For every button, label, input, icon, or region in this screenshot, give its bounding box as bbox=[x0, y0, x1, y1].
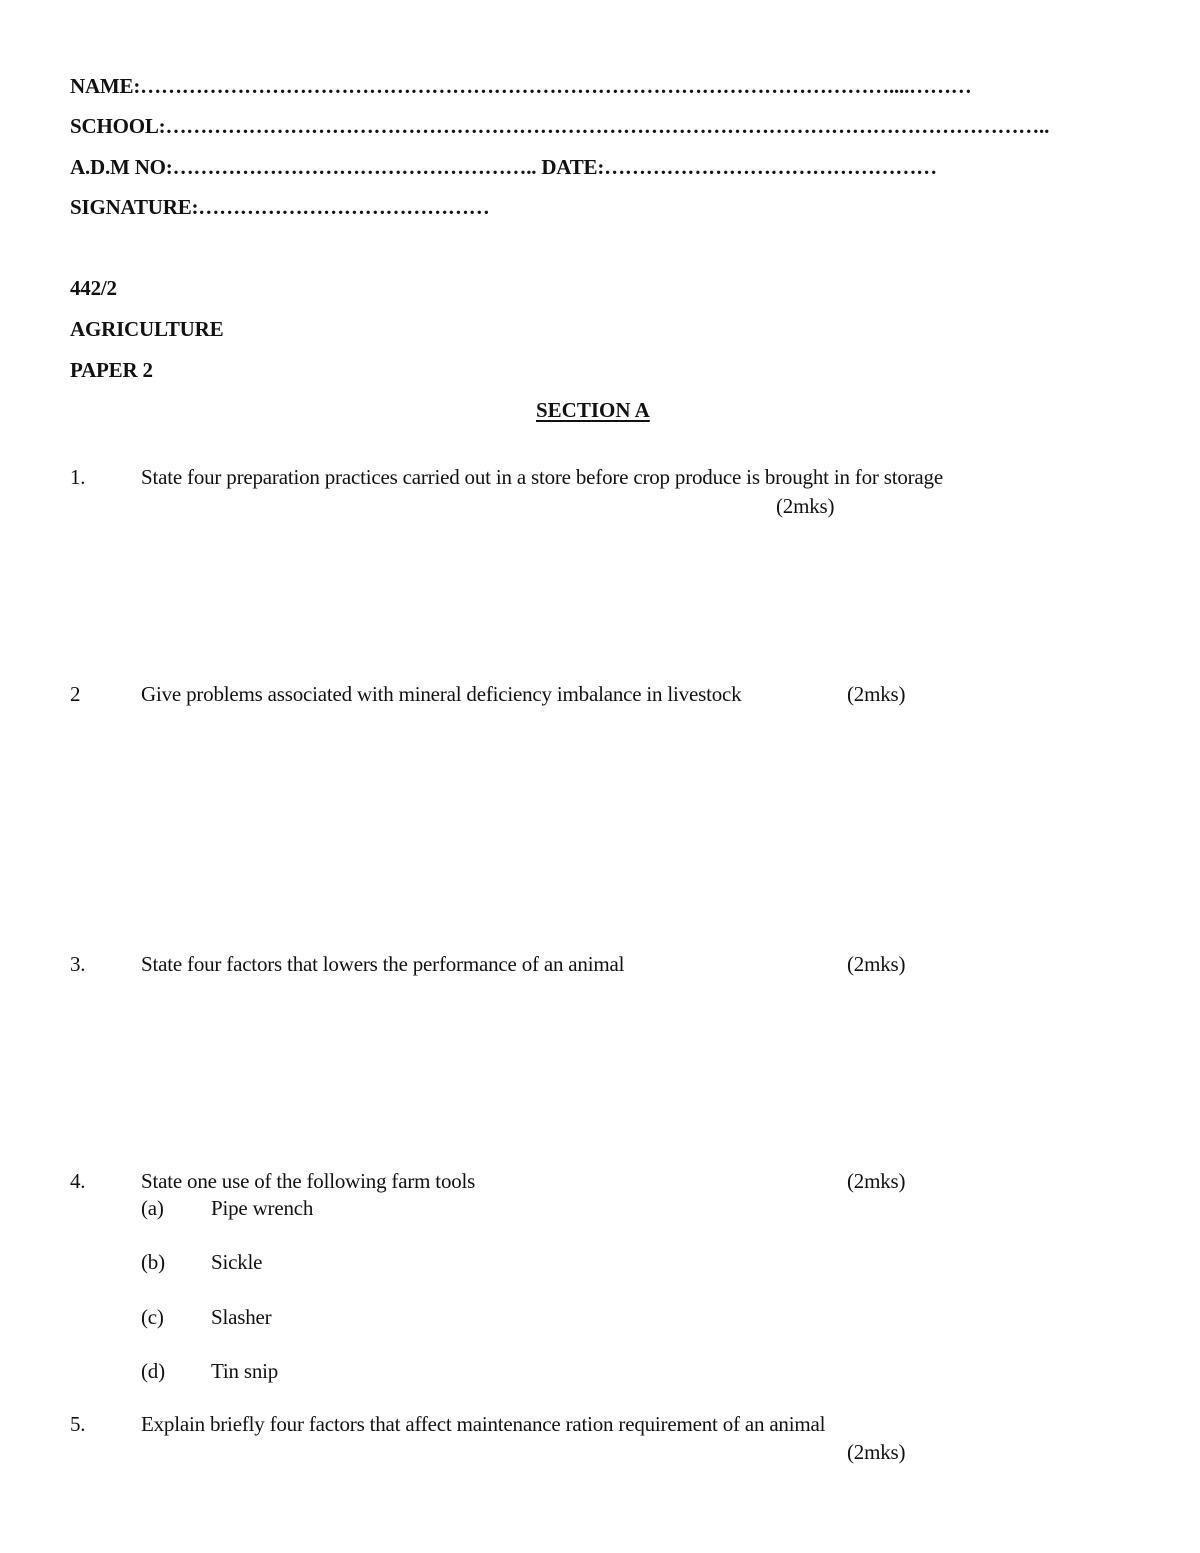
question-5-text: Explain briefly four factors that affect maintenance ration requirement of an animal bbox=[141, 1412, 826, 1436]
question-3-marks: (2mks) bbox=[847, 952, 906, 976]
question-4-part-text: Sickle bbox=[211, 1250, 263, 1274]
question-3-text: State four factors that lowers the performance of an animal bbox=[141, 952, 625, 976]
question-4-text: State one use of the following farm tools bbox=[141, 1169, 476, 1193]
question-4-part-label: (b) bbox=[141, 1250, 165, 1274]
name-field: NAME:………………………………………………………………………………………………....……… bbox=[70, 74, 972, 98]
question-4-part-text: Tin snip bbox=[211, 1359, 279, 1383]
question-4-part-text: Pipe wrench bbox=[211, 1196, 314, 1220]
question-5-number: 5. bbox=[70, 1412, 86, 1436]
question-5-marks: (2mks) bbox=[847, 1440, 906, 1464]
question-1-text: State four preparation practices carried out in a store before crop produce is brought in for storage bbox=[141, 465, 943, 489]
admno-date-field: A.D.M NO:…………………………………………….. DATE:………………………………………… bbox=[70, 155, 937, 179]
question-2-number: 2 bbox=[70, 682, 81, 706]
question-4-marks: (2mks) bbox=[847, 1169, 906, 1193]
school-field: SCHOOL:……………………………………………………………………………………………………………….. bbox=[70, 114, 1050, 138]
question-1-number: 1. bbox=[70, 465, 86, 489]
paper-code: 442/2 bbox=[70, 276, 117, 300]
question-4-part-text: Slasher bbox=[211, 1305, 272, 1329]
question-4-part-label: (a) bbox=[141, 1196, 164, 1220]
section-title: SECTION A bbox=[536, 398, 650, 422]
question-1-marks: (2mks) bbox=[776, 494, 835, 518]
question-3-number: 3. bbox=[70, 952, 86, 976]
question-4-part-label: (d) bbox=[141, 1359, 165, 1383]
signature-field: SIGNATURE:…………………………………… bbox=[70, 195, 490, 219]
question-2-marks: (2mks) bbox=[847, 682, 906, 706]
paper-number: PAPER 2 bbox=[70, 358, 153, 382]
paper-subject: AGRICULTURE bbox=[70, 317, 224, 341]
question-4-number: 4. bbox=[70, 1169, 86, 1193]
question-2-text: Give problems associated with mineral deficiency imbalance in livestock bbox=[141, 682, 742, 706]
question-4-part-label: (c) bbox=[141, 1305, 164, 1329]
